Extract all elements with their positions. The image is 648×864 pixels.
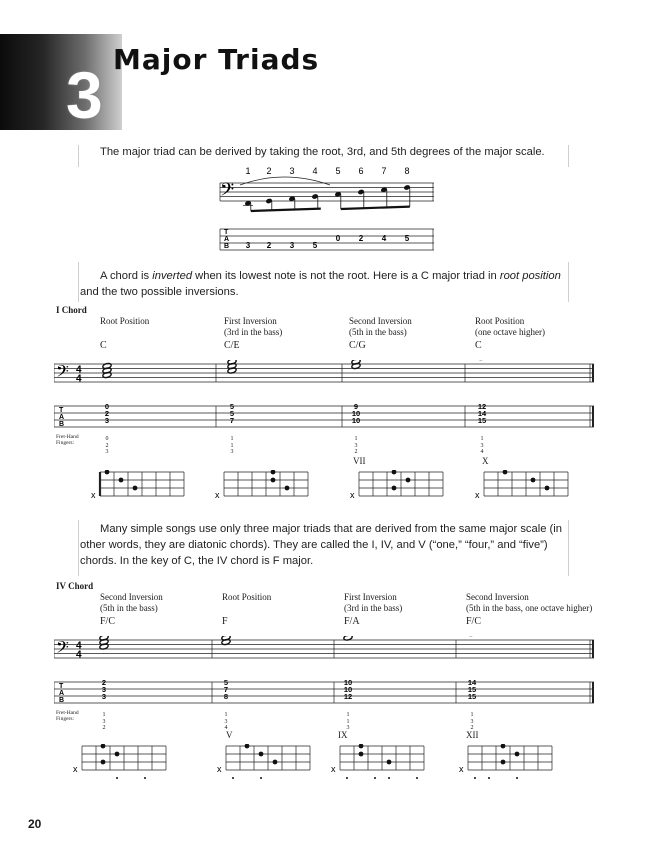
- finger-number: 0: [105, 436, 109, 442]
- fret-marker: [232, 777, 234, 779]
- inversion-text-1: A chord is: [100, 270, 153, 282]
- slur-arc: [240, 177, 330, 185]
- finger-number: 1: [354, 436, 358, 442]
- finger-number: 1: [230, 436, 234, 442]
- chord-header: [100, 592, 163, 614]
- fret-dot: [392, 486, 397, 491]
- fret-dot: [245, 744, 250, 748]
- scale-degree: 7: [381, 166, 387, 176]
- chord-name: F/C: [100, 616, 116, 627]
- bass-clef: 𝄢: [220, 179, 235, 204]
- fret-dot: [101, 744, 106, 748]
- fretboard-diagram: [212, 470, 312, 508]
- root-position-term: root position: [499, 270, 561, 282]
- fret-dot: [359, 744, 364, 748]
- section-title-i-chord: I Chord: [56, 305, 87, 315]
- scale-degree-numbers: [245, 166, 409, 176]
- finger-number: 3: [346, 725, 350, 731]
- fret-dot: [359, 752, 364, 757]
- fret-marker: [346, 777, 348, 779]
- tab-number: 14: [477, 409, 487, 418]
- tab-letters: [224, 229, 229, 250]
- scale-note: [243, 200, 253, 211]
- chord-header-line1: Second Inversion: [349, 316, 412, 326]
- fret-dot: [406, 478, 411, 483]
- fret-hand-label-line1: Fret-Hand: [56, 434, 79, 440]
- chord-notehead-group: [349, 360, 363, 369]
- tab-number: 3: [101, 685, 107, 694]
- chord-name: C: [100, 340, 107, 351]
- mute-x: x: [91, 490, 96, 500]
- fret-position-label: IX: [338, 730, 348, 740]
- page-title: Major Triads: [113, 43, 320, 76]
- tab-number: 3: [101, 692, 107, 701]
- scale-note: [334, 191, 341, 209]
- tab-letter-t: T: [224, 229, 229, 236]
- finger-numbers: [352, 436, 360, 456]
- tab-number: 12: [343, 692, 353, 701]
- fretboard-diagram: [88, 470, 188, 508]
- finger-numbers: [228, 436, 236, 456]
- fret-dot: [515, 752, 520, 757]
- fret-dot: [501, 744, 506, 748]
- scale-tab-number: 5: [312, 241, 318, 250]
- chord-notehead-group: [225, 360, 239, 374]
- i-chord-staff: [54, 360, 600, 435]
- chord-notehead-group: [102, 363, 112, 379]
- finger-numbers: [478, 436, 486, 456]
- chapter-number: 3: [66, 58, 103, 132]
- chord-header-line2: (3rd in the bass): [344, 603, 403, 613]
- scale-degree: 5: [335, 166, 341, 176]
- chord-header-line1: Second Inversion: [466, 592, 529, 602]
- tab-letter-a: A: [224, 236, 230, 243]
- fretboard-diagram: [472, 470, 572, 508]
- fret-marker: [474, 777, 476, 779]
- scale-note: [265, 198, 272, 210]
- chord-notehead-group: [99, 636, 109, 650]
- chord-header-line1: Root Position: [475, 316, 525, 326]
- inversion-text-3: and the two possible inversions.: [80, 286, 239, 298]
- beam: [251, 209, 321, 211]
- finger-number: 3: [102, 718, 106, 725]
- finger-number: 3: [480, 442, 484, 449]
- scale-tab-number: 3: [245, 241, 251, 250]
- section-title-iv-chord: IV Chord: [56, 581, 94, 591]
- finger-number: 1: [102, 712, 106, 718]
- fret-dot: [387, 760, 392, 765]
- fret-dot: [271, 470, 276, 474]
- scale-tab-number: 0: [335, 234, 341, 243]
- chord-header-line2: (one octave higher): [475, 327, 545, 337]
- scale-degree: 6: [358, 166, 364, 176]
- chord-header-line1: Root Position: [222, 592, 272, 602]
- fret-hand-label-2-line2: Fingers:: [56, 716, 75, 722]
- margin-guide-left-2: [78, 262, 79, 302]
- finger-number: 1: [480, 436, 484, 442]
- chord-header: [344, 592, 402, 614]
- tab-number: 5: [229, 402, 235, 411]
- scale-staff: [220, 183, 434, 201]
- mute-x: x: [73, 764, 78, 774]
- tab-number: 10: [343, 685, 353, 694]
- scale-tab-numbers: [246, 234, 410, 250]
- fret-hand-label-2: [56, 710, 79, 722]
- chord-header: [475, 316, 545, 338]
- scale-note: [403, 184, 410, 206]
- finger-number: 1: [470, 712, 474, 718]
- fret-dot: [259, 752, 264, 757]
- fret-hand-label-line2: Fingers:: [56, 440, 75, 446]
- fret-marker: [416, 777, 418, 779]
- scale-tab-number: 5: [404, 234, 410, 243]
- finger-number: 3: [224, 718, 228, 725]
- mute-x: x: [475, 490, 480, 500]
- finger-numbers: [344, 712, 352, 732]
- fret-dot: [545, 486, 550, 491]
- chord-notehead-group: [219, 636, 233, 645]
- finger-number: 1: [346, 712, 350, 718]
- fret-position-label: XII: [466, 730, 479, 740]
- finger-number: 4: [224, 725, 228, 731]
- tab-number: 5: [229, 409, 235, 418]
- fret-dot: [285, 486, 290, 491]
- scale-tab-number: 4: [381, 234, 387, 243]
- scale-tab-number: 2: [358, 234, 364, 243]
- tab-letter: A: [59, 690, 65, 697]
- fretboard-diagram: [70, 744, 170, 782]
- finger-number: 3: [354, 442, 358, 449]
- margin-guide-left: [78, 145, 79, 167]
- scale-degree: 2: [266, 166, 272, 176]
- tab-number: 0: [104, 402, 110, 411]
- mute-x: x: [350, 490, 355, 500]
- fret-marker: [144, 777, 146, 779]
- fret-dot: [119, 478, 124, 483]
- fret-marker: [388, 777, 390, 779]
- chord-header: [100, 316, 149, 327]
- scale-tab-number: 3: [289, 241, 295, 250]
- finger-number: 2: [102, 725, 106, 731]
- finger-numbers: [222, 712, 230, 732]
- inversion-term: inverted: [152, 270, 193, 282]
- chord-name: C: [475, 340, 482, 351]
- chapter-badge: [0, 34, 122, 130]
- mute-x: x: [459, 764, 464, 774]
- fret-dot: [531, 478, 536, 483]
- tab-number: 2: [101, 678, 107, 687]
- inversion-paragraph: [80, 268, 570, 300]
- finger-number: 3: [470, 718, 474, 725]
- chord-header-line2: (5th in the bass): [100, 603, 158, 613]
- fret-dot: [273, 760, 278, 765]
- tab-letter: B: [59, 697, 65, 704]
- tab-number: 15: [467, 685, 477, 694]
- intro-text: The major triad can be derived by taking the root, 3rd, and 5th degrees of the major scale.: [100, 146, 545, 158]
- finger-number: 2: [354, 449, 358, 455]
- tab-number: 5: [223, 678, 229, 687]
- bass-clef: 𝄢: [56, 639, 69, 661]
- mute-x: x: [217, 764, 222, 774]
- fretboard-diagram: [214, 744, 314, 782]
- fretboard-diagram: [456, 744, 556, 782]
- fret-dot: [501, 760, 506, 765]
- tab-letter: A: [59, 414, 65, 421]
- tab-letter: B: [59, 421, 65, 428]
- finger-numbers: [468, 712, 476, 732]
- finger-number: 3: [230, 449, 234, 455]
- chord-header-line2: (3rd in the bass): [224, 327, 283, 337]
- bass-clef: 𝄢: [56, 363, 69, 385]
- page-number: 20: [28, 817, 42, 831]
- fretboard-diagram: [328, 744, 428, 782]
- fret-dot: [133, 486, 138, 491]
- chord-header-line1: First Inversion: [344, 592, 397, 602]
- chord-name: C/E: [224, 340, 240, 351]
- tab-number: 10: [351, 416, 361, 425]
- fret-marker: [260, 777, 262, 779]
- inversion-text-2: when its lowest note is not the root. Here is a C major triad in: [192, 270, 500, 282]
- tab-number: 3: [104, 416, 110, 425]
- mute-x: x: [215, 490, 220, 500]
- chord-header-line1: Second Inversion: [100, 592, 163, 602]
- chord-header: [349, 316, 412, 338]
- margin-guide-left-3: [78, 520, 79, 576]
- tab-number: 7: [229, 416, 235, 425]
- chord-header-line2: (5th in the bass): [349, 327, 407, 337]
- tab-number: 9: [353, 402, 359, 411]
- tab-number: 15: [477, 416, 487, 425]
- scale-example: [214, 165, 438, 257]
- chord-header: [224, 316, 282, 338]
- chord-header: [466, 592, 592, 614]
- intro-paragraph: [80, 144, 560, 160]
- time-signature-bottom: 4: [76, 373, 82, 385]
- chord-name: F/C: [466, 616, 482, 627]
- tab-letter: T: [59, 407, 64, 414]
- fret-marker: [516, 777, 518, 779]
- fret-hand-label: [56, 434, 79, 446]
- chord-header-line2: (5th in the bass, one octave higher): [466, 603, 593, 613]
- scale-degree: 1: [245, 166, 251, 176]
- scale-tab: [220, 229, 434, 250]
- fret-position-label: V: [226, 730, 233, 740]
- fretboard-diagram: [347, 470, 447, 508]
- scale-degree: 8: [404, 166, 410, 176]
- finger-number: 4: [480, 449, 484, 455]
- fret-marker: [488, 777, 490, 779]
- scale-degree: 3: [289, 166, 295, 176]
- tab-number: 8: [223, 692, 229, 701]
- tab-number: 2: [104, 409, 110, 418]
- chord-name: C/G: [349, 340, 366, 351]
- margin-guide-right: [568, 145, 569, 167]
- finger-number: 1: [230, 442, 234, 449]
- fret-marker: [116, 777, 118, 779]
- fret-dot: [392, 470, 397, 474]
- scale-note: [288, 196, 295, 210]
- finger-number: 1: [224, 712, 228, 718]
- diatonic-paragraph: [80, 521, 570, 569]
- chord-name: F: [222, 616, 228, 627]
- tab-number: 15: [467, 692, 477, 701]
- fret-position-label: X: [482, 456, 489, 466]
- fret-position-label: VII: [353, 456, 366, 466]
- beam: [341, 207, 410, 209]
- scale-note: [357, 189, 364, 208]
- finger-numbers: [103, 436, 111, 456]
- tab-number: 12: [477, 402, 487, 411]
- fret-dot: [101, 760, 106, 765]
- scale-notes: [243, 184, 411, 211]
- finger-number: 2: [470, 725, 474, 731]
- chord-header-line1: Root Position: [100, 316, 150, 326]
- fret-hand-label-2-line1: Fret-Hand: [56, 710, 79, 716]
- finger-number: 2: [105, 442, 109, 449]
- chord-name: F/A: [344, 616, 360, 627]
- time-signature-top: 4: [76, 364, 82, 376]
- finger-number: 1: [346, 718, 350, 725]
- fret-dot: [503, 470, 508, 474]
- fret-dot: [271, 478, 276, 483]
- finger-numbers: [100, 712, 108, 732]
- scale-degree: 4: [312, 166, 318, 176]
- finger-number: 3: [105, 449, 109, 455]
- time-signature-top: 4: [76, 640, 82, 652]
- mute-x: x: [331, 764, 336, 774]
- fret-dot: [105, 470, 110, 474]
- tab-letter: T: [59, 683, 64, 690]
- tab-number: 10: [351, 409, 361, 418]
- scale-note: [380, 187, 387, 208]
- scale-tab-number: 2: [266, 241, 272, 250]
- diatonic-text: Many simple songs use only three major triads that are derived from the same major scale (in other words, they are diatonic chords). They are called the I, IV, and V (“one,” “four,” and “five”) chords. In the key of C, the IV chord is F major.: [80, 523, 562, 567]
- chord-header: [222, 592, 271, 603]
- fret-dot: [115, 752, 120, 757]
- tab-number: 10: [343, 678, 353, 687]
- iv-chord-staff: [54, 636, 600, 711]
- tab-letter-b: B: [224, 243, 230, 250]
- tab-number: 14: [467, 678, 477, 687]
- time-signature-bottom: 4: [76, 649, 82, 661]
- chord-header-line1: First Inversion: [224, 316, 277, 326]
- fret-marker: [374, 777, 376, 779]
- tab-number: 7: [223, 685, 229, 694]
